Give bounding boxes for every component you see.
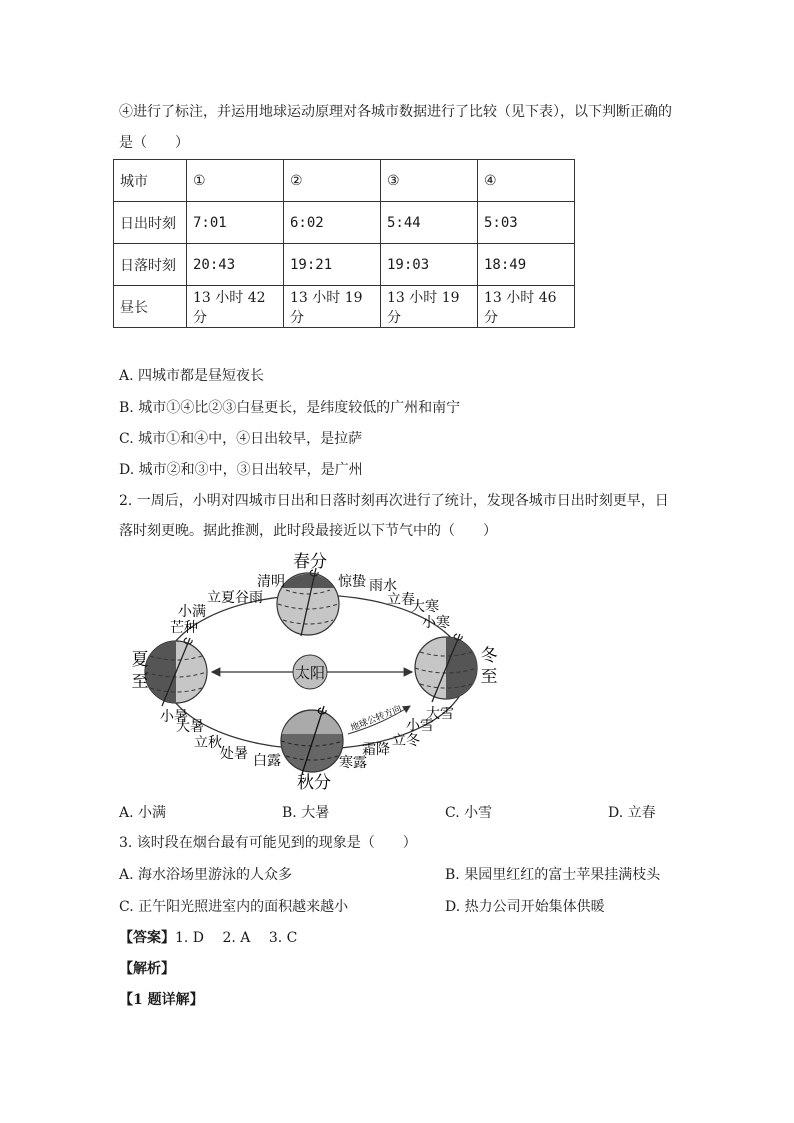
- label-winter-1: 冬: [480, 646, 498, 666]
- table-header-cell: ②: [284, 160, 381, 202]
- q2-option-c: C. 小雪: [445, 805, 493, 821]
- q2-option-a: A. 小满: [119, 805, 167, 821]
- intro-line-1: ④进行了标注，并运用地球运动原理对各城市数据进行了比较（见下表），以下判断正确的: [119, 104, 672, 120]
- table-cell: 5:44: [381, 202, 478, 244]
- label-orbit-direction: 地球公转方向: [349, 704, 404, 734]
- term-shuangjiang: 霜降: [362, 742, 390, 758]
- term-qingming: 清明: [257, 574, 285, 590]
- term-mangzhong: 芒种: [170, 620, 198, 636]
- sun: [293, 655, 327, 689]
- term-bailu: 白露: [253, 753, 281, 769]
- intro-line-2: 是（ ）: [119, 135, 189, 151]
- answer-line: [119, 928, 297, 948]
- q3-option-d: D. 热力公司开始集体供暖: [445, 899, 605, 915]
- table-cell: 7:01: [187, 202, 284, 244]
- q2-stem-line-2: 落时刻更晚。据此推测，此时段最接近以下节气中的（ ）: [119, 523, 497, 539]
- term-xiaohan: 小寒: [422, 615, 450, 631]
- table-cell: 19:03: [381, 244, 478, 286]
- earth-orbit-diagram: [120, 548, 510, 796]
- q1-option-b: B. 城市①④比②③白昼更长，是纬度较低的广州和南宁: [119, 400, 461, 416]
- table-header-cell: ④: [478, 160, 575, 202]
- term-xiaoshu: 小暑: [160, 709, 188, 725]
- q3-option-c: C. 正午阳光照进室内的面积越来越小: [119, 899, 349, 915]
- term-chushu: 处暑: [220, 746, 248, 762]
- table-cell: 13 小时 19 分: [381, 286, 478, 328]
- table-header-cell: ①: [187, 160, 284, 202]
- term-lixia-guyu: 立夏谷雨: [207, 590, 263, 606]
- detail-heading: 【1 题详解】: [119, 992, 204, 1008]
- term-daxue: 大雪: [426, 706, 454, 722]
- label-summer-2: 至: [131, 672, 149, 692]
- table-row: [114, 286, 575, 328]
- term-liqiu: 立秋: [194, 735, 222, 751]
- label-spring: 春分: [293, 552, 327, 572]
- term-jingzhe: 惊蛰: [338, 574, 366, 590]
- label-summer-1: 夏: [131, 650, 149, 670]
- term-yushui: 雨水: [369, 578, 397, 594]
- answer-text: 1. D 2. A 3. C: [175, 930, 298, 946]
- city-data-table: [113, 159, 575, 328]
- term-dashu: 大暑: [176, 719, 204, 735]
- term-lidong: 立冬: [392, 733, 420, 749]
- table-cell: 19:21: [284, 244, 381, 286]
- table-row: [114, 202, 575, 244]
- table-cell: 18:49: [478, 244, 575, 286]
- table-cell: 日出时刻: [114, 202, 187, 244]
- q1-option-c: C. 城市①和④中，④日出较早，是拉萨: [119, 431, 363, 447]
- earth-summer: [145, 638, 207, 706]
- term-lichun: 立春: [387, 592, 415, 608]
- table-cell: 6:02: [284, 202, 381, 244]
- earth-winter: [415, 634, 477, 702]
- table-cell: 20:43: [187, 244, 284, 286]
- label-autumn: 秋分: [297, 773, 331, 793]
- table-header-cell: ③: [381, 160, 478, 202]
- earth-spring: [277, 568, 339, 636]
- q3-stem: 3. 该时段在烟台最有可能见到的现象是（ ）: [119, 835, 417, 851]
- term-hanlu: 寒露: [339, 755, 367, 771]
- table-header-cell: 城市: [114, 160, 187, 202]
- table-cell: 13 小时 42 分: [187, 286, 284, 328]
- sun-label: 太阳: [294, 664, 326, 682]
- table-cell: 5:03: [478, 202, 575, 244]
- table-cell: 日落时刻: [114, 244, 187, 286]
- term-dahan: 大寒: [411, 599, 439, 615]
- q2-stem-line-1: 2. 一周后，小明对四城市日出和日落时刻再次进行了统计，发现各城市日出时刻更早，日: [119, 493, 669, 509]
- term-xiaoman: 小满: [178, 604, 206, 620]
- q1-option-d: D. 城市②和③中，③日出较早，是广州: [119, 462, 363, 478]
- table-cell: 昼长: [114, 286, 187, 328]
- term-xiaoxue: 小雪: [406, 718, 434, 734]
- analysis-heading: 【解析】: [119, 961, 175, 977]
- q2-option-d: D. 立春: [608, 805, 656, 821]
- q3-option-a: A. 海水浴场里游泳的人众多: [119, 867, 293, 883]
- q2-option-b: B. 大暑: [282, 805, 330, 821]
- table-row: [114, 244, 575, 286]
- q1-option-a: A. 四城市都是昼短夜长: [119, 368, 265, 384]
- earth-autumn: [281, 706, 343, 774]
- table-cell: 13 小时 19 分: [284, 286, 381, 328]
- q3-option-b: B. 果园里红红的富士苹果挂满枝头: [445, 867, 661, 883]
- table-header-row: [114, 160, 575, 202]
- table-cell: 13 小时 46 分: [478, 286, 575, 328]
- answer-label: 【答案】: [119, 930, 175, 946]
- label-winter-2: 至: [480, 667, 498, 687]
